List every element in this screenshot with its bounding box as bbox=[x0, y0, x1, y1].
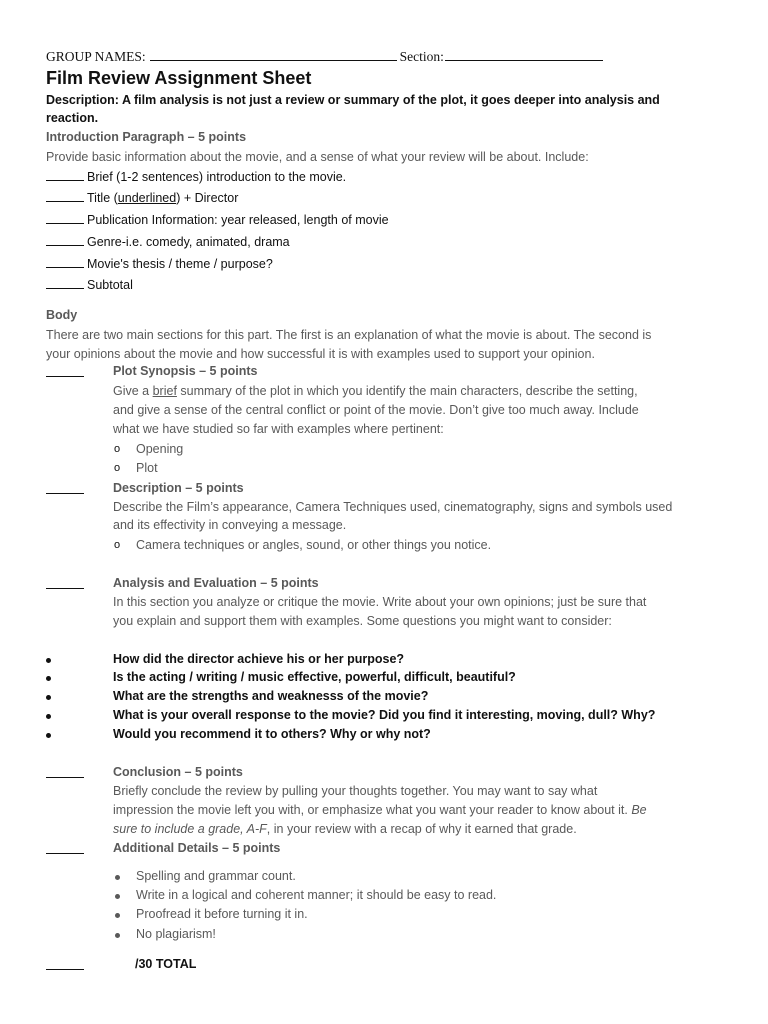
circle-bullet: o bbox=[114, 462, 121, 474]
body-text-1: There are two main sections for this part. The first is an explanation of what the movie is about. The second is bbox=[46, 328, 652, 342]
plot-line-2: and give a sense of the central conflict or point of the movie. Don’t give too much away. Include bbox=[113, 403, 639, 417]
plot-row bbox=[46, 364, 84, 382]
conclusion-line-3-italic: sure to include a grade, A-F bbox=[113, 822, 267, 836]
additional-bullet-4: No plagiarism! bbox=[136, 927, 216, 941]
description-line-1 bbox=[46, 92, 660, 109]
plot-line-3: what we have studied so far with examples where pertinent: bbox=[113, 422, 444, 436]
score-blank[interactable] bbox=[46, 255, 84, 268]
description-text-2: reaction. bbox=[46, 111, 99, 125]
analysis-question-1: How did the director achieve his or her purpose? bbox=[113, 652, 405, 666]
score-blank[interactable] bbox=[46, 765, 84, 778]
analysis-heading: Analysis and Evaluation – 5 points bbox=[113, 576, 319, 590]
intro-item-5-text: Movie's thesis / theme / purpose? bbox=[87, 257, 273, 271]
plot-line-1-pre: Give a bbox=[113, 384, 153, 398]
bullet-dot bbox=[115, 894, 120, 899]
group-names-blank[interactable] bbox=[150, 47, 397, 61]
score-blank[interactable] bbox=[46, 364, 84, 377]
additional-heading: Additional Details – 5 points bbox=[113, 841, 281, 855]
score-blank[interactable] bbox=[46, 168, 84, 181]
description-section-line-2: and its effectivity in conveying a message. bbox=[113, 518, 347, 532]
conclusion-line-3 bbox=[113, 821, 577, 838]
intro-item-3 bbox=[46, 211, 389, 229]
intro-instructions: Provide basic information about the movie, and a sense of what your review will be about. Include: bbox=[46, 150, 589, 164]
score-blank[interactable] bbox=[46, 189, 84, 202]
intro-item-4 bbox=[46, 233, 290, 251]
bullet-dot bbox=[46, 695, 51, 700]
additional-bullet-2: Write in a logical and coherent manner; it should be easy to read. bbox=[136, 888, 497, 902]
intro-subtotal bbox=[46, 276, 133, 294]
circle-bullet: o bbox=[114, 539, 121, 551]
section-label: Section: bbox=[399, 49, 444, 64]
analysis-question-5: Would you recommend it to others? Why or why not? bbox=[113, 727, 431, 741]
conclusion-line-2-pre: impression the movie left you with, or emphasize what you want your reader to know about it. bbox=[113, 803, 632, 817]
plot-line-1-underlined: brief bbox=[152, 384, 177, 398]
intro-item-1 bbox=[46, 168, 346, 186]
score-blank[interactable] bbox=[46, 957, 84, 970]
intro-item-2-post: ) + Director bbox=[176, 191, 239, 205]
body-text-2: your opinions about the movie and how successful it is with examples used to support your opinion. bbox=[46, 347, 595, 361]
plot-sub-1: Opening bbox=[136, 442, 184, 456]
body-heading: Body bbox=[46, 308, 78, 322]
additional-bullet-1: Spelling and grammar count. bbox=[136, 869, 296, 883]
bullet-dot bbox=[115, 875, 120, 880]
plot-sub-2: Plot bbox=[136, 461, 158, 475]
plot-line-1-post: summary of the plot in which you identify the main characters, describe the setting, bbox=[176, 384, 638, 398]
total-row bbox=[46, 957, 84, 975]
analysis-line-2: you explain and support them with examples. Some questions you might want to consider: bbox=[113, 614, 612, 628]
bullet-dot bbox=[115, 933, 120, 938]
analysis-question-4: What is your overall response to the movie? Did you find it interesting, moving, dull? Why? bbox=[113, 708, 656, 722]
conclusion-line-3-post: , in your review with a recap of why it earned that grade. bbox=[266, 822, 577, 836]
bullet-dot bbox=[46, 676, 51, 681]
total-label: /30 TOTAL bbox=[135, 957, 197, 971]
analysis-row bbox=[46, 576, 84, 594]
score-blank[interactable] bbox=[46, 481, 84, 494]
bullet-dot bbox=[46, 733, 51, 738]
intro-heading: Introduction Paragraph – 5 points bbox=[46, 130, 247, 144]
description-section-line-1: Describe the Film’s appearance, Camera Techniques used, cinematography, signs and symbols used bbox=[113, 500, 673, 514]
score-blank[interactable] bbox=[46, 211, 84, 224]
conclusion-row bbox=[46, 765, 84, 783]
group-names-label: GROUP NAMES: bbox=[46, 49, 146, 64]
bullet-dot bbox=[115, 913, 120, 918]
score-blank[interactable] bbox=[46, 576, 84, 589]
conclusion-heading: Conclusion – 5 points bbox=[113, 765, 243, 779]
section-blank[interactable] bbox=[445, 47, 603, 61]
intro-item-3-text: Publication Information: year released, length of movie bbox=[87, 213, 389, 227]
description-section-heading: Description – 5 points bbox=[113, 481, 244, 495]
description-text-1: A film analysis is not just a review or summary of the plot, it goes deeper into analysis and bbox=[118, 93, 660, 107]
header-line bbox=[46, 47, 606, 65]
analysis-line-1: In this section you analyze or critique the movie. Write about your own opinions; just be sure that bbox=[113, 595, 647, 609]
intro-item-2-underlined: underlined bbox=[117, 191, 177, 205]
intro-item-4-text: Genre-i.e. comedy, animated, drama bbox=[87, 235, 290, 249]
score-blank[interactable] bbox=[46, 841, 84, 854]
intro-subtotal-text: Subtotal bbox=[87, 278, 133, 292]
circle-bullet: o bbox=[114, 443, 121, 455]
score-blank[interactable] bbox=[46, 233, 84, 246]
conclusion-line-2-italic: Be bbox=[631, 803, 647, 817]
additional-bullet-3: Proofread it before turning it in. bbox=[136, 907, 308, 921]
bullet-dot bbox=[46, 714, 51, 719]
description-row bbox=[46, 481, 84, 499]
description-section-sub-1: Camera techniques or angles, sound, or other things you notice. bbox=[136, 538, 492, 552]
plot-line-1 bbox=[113, 383, 638, 400]
analysis-question-2: Is the acting / writing / music effective, powerful, difficult, beautiful? bbox=[113, 670, 516, 684]
intro-item-2-pre: Title ( bbox=[87, 191, 118, 205]
intro-item-1-text: Brief (1-2 sentences) introduction to the movie. bbox=[87, 170, 347, 184]
bullet-dot bbox=[46, 658, 51, 663]
description-label: Description: bbox=[46, 93, 119, 107]
intro-item-2 bbox=[46, 189, 238, 207]
plot-heading: Plot Synopsis – 5 points bbox=[113, 364, 258, 378]
analysis-question-3: What are the strengths and weaknesss of the movie? bbox=[113, 689, 429, 703]
intro-item-5 bbox=[46, 255, 273, 273]
score-blank[interactable] bbox=[46, 276, 84, 289]
conclusion-line-1: Briefly conclude the review by pulling your thoughts together. You may want to say what bbox=[113, 784, 598, 798]
page-title: Film Review Assignment Sheet bbox=[46, 68, 312, 88]
additional-row bbox=[46, 841, 84, 859]
conclusion-line-2 bbox=[113, 802, 647, 819]
